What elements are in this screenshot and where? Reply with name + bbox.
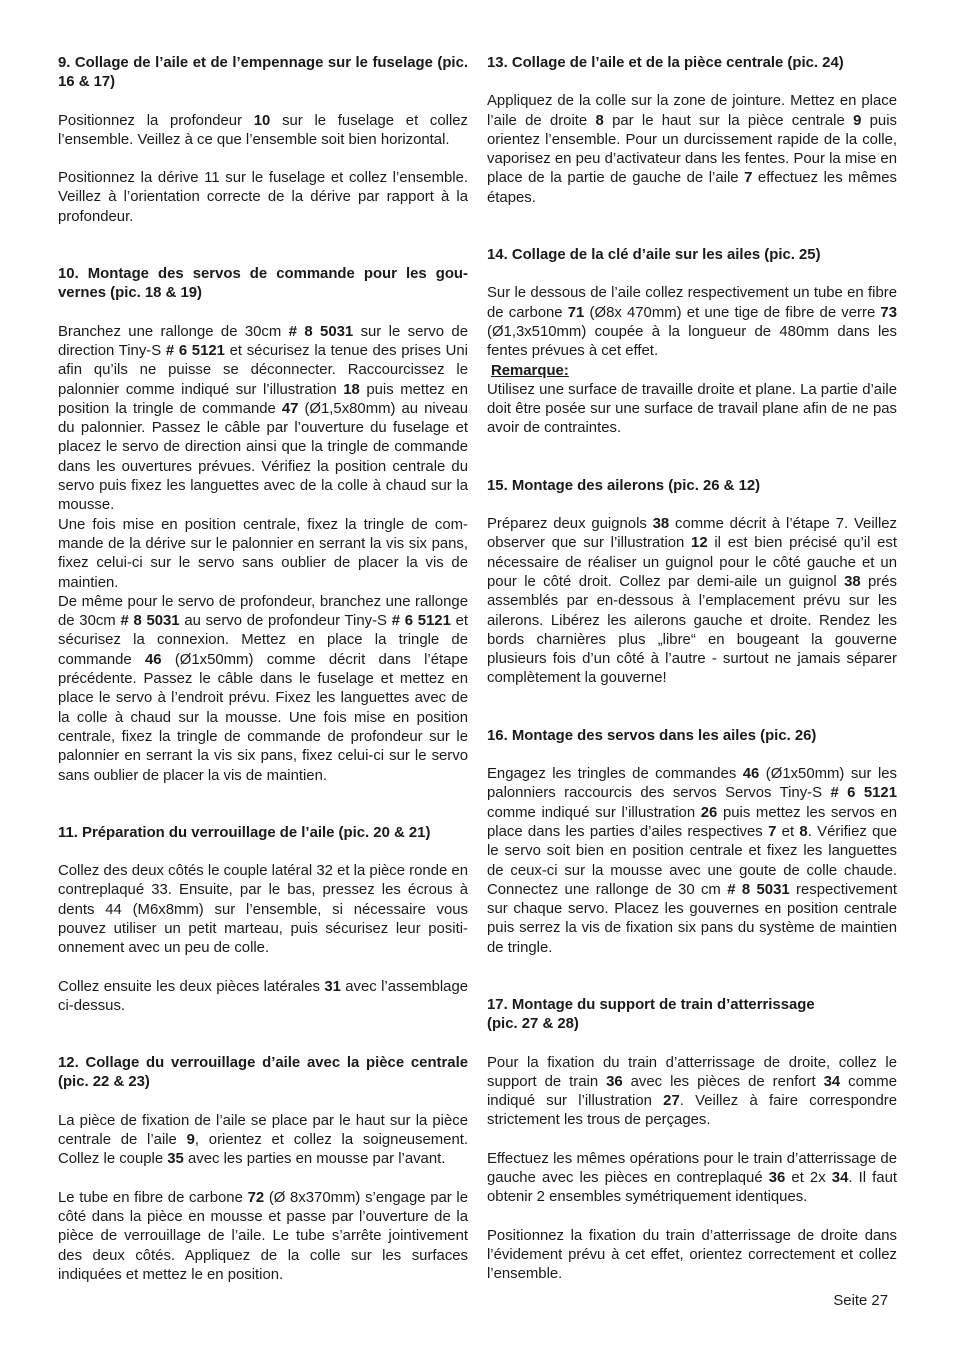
section-16 [487, 727, 897, 958]
section-10-paragraph-1: Branchez une rallonge de 30cm # 8 5031 sur le servo de direction Tiny-S # 6 5121 et sécurisez la tenue des prises Uni afin qu’ils ne puisse se déconnecter. Raccourcissez le palonnier comme indiqué sur l’illustration 18 puis mettez en position la tringle de commande 47 (Ø1,5x80mm) au niveau du palonnier. Passez le câble par l’ouverture du fuselage et placez le servo de direction ainsi que la tringle de commande dans les ouvertures prévues. Vérifiez la position centrale du servo puis fixez les languettes avec de la colle à chaud sur la mousse. [58, 323, 468, 514]
section-17-paragraph-3: Positionnez la fixation du train d’atterrissage de droite dans l’évidement prévu à cet effet, orientez correctement et collez l’ensemble. [487, 1227, 897, 1283]
section-15-paragraph-1: Préparez deux guignols 38 comme décrit à l’étape 7. Veillez observer que sur l’illustration 12 il est bien précisé qu’il est nécessaire de réaliser un guignol pour le côté gauche et un pour le côté droit. Collez par demi-aile un guignol 38 prés assemblés par en-dessous à l’emplacement prévu sur les ailerons. Libérez les ailerons gauche et droite. Rendez les bords charnières plus „libre“ en bougeant la gouverne plusieurs fois d’un côté à l’autre - surtout ne jamais séparer complètement la gouverne! [487, 516, 897, 687]
section-12-paragraph-2: Le tube en fibre de carbone 72 (Ø 8x370mm) s’engage par le côté dans la pièce en mousse et passe par l’ouverture de la pièce de verrouillage de l’aile. Le tube s’arrête jointivement des deux côtés. Appliquez de la colle sur les surfaces indiquées et mettez le en position. [58, 1189, 468, 1283]
section-11-paragraph-2: Collez ensuite les deux pièces latérales 31 avec l’assemblage ci-dessus. [58, 978, 469, 1014]
section-14-remark: Utilisez une surface de travaille droite et plane. La partie d’aile doit être posée sur une surface de travail plane afin de ne pas avoir de contraintes. [487, 381, 897, 437]
section-16-title: 16. Montage des servos dans les ailes (pic. 26) [487, 727, 817, 744]
section-9-paragraph-2: Positionnez la dérive 11 sur le fuselage et collez l’ensemble. Veillez à l’orientation correcte de la dérive par rapport à la profondeur. [58, 170, 468, 225]
section-17-title: 17. Montage du support de train d’atterrissage (pic. 27 & 28) [487, 996, 815, 1033]
section-12-paragraph-1: La pièce de fixation de l’aile se place par le haut sur la pièce centrale de l’aile 9, orientez et collez la soigneusement. Collez le couple 35 avec les parties en mousse par l’avant. [58, 1112, 468, 1168]
section-11-paragraph-1: Collez des deux côtés le couple latéral 32 et la pièce ronde en contreplaqué 33. Ensuite, par le bas, pressez les écrous à dents 44 (M6x8mm) sur l’ensemble, si nécessaire vous pouvez utiliser un petit marteau, puis sécurisez leur positionnement avec un peu de colle. [58, 863, 468, 957]
remark-label: Remarque: [491, 362, 569, 379]
section-16-paragraph-1: Engagez les tringles de commandes 46 (Ø1x50mm) sur les palonniers raccourcis des servos Servos Tiny-S # 6 5121 comme indiqué sur l’illustration 26 puis mettez les servos en place dans les parties d’ailes respectives 7 et 8. Vérifiez que le servo soit bien en position centrale et fixez les languettes de ceux-ci sur la mousse avec une goute de colle chaude. Connectez une rallonge de 30 cm # 8 5031 respectivement sur chaque servo. Placez les gouvernes en position centrale puis serrez la vis de fixation six pans du système de maintien de tringle. [487, 766, 897, 956]
left-column [58, 54, 468, 1304]
section-13 [487, 54, 897, 208]
page-number: Seite 27 [833, 1293, 888, 1309]
section-10 [58, 265, 468, 786]
section-10-paragraph-3: De même pour le servo de profondeur, branchez une rallonge de 30cm # 8 5031 au servo de profondeur Tiny-S # 6 5121 et sécurisez la connexion. Mettez en place la tringle de commande 46 (Ø1x50mm) comme décrit dans l’étape précédente. Passez le câble dans le fuselage et mettez en place le servo à l’endroit prévu. Fixez les languettes avec de la colle à chaud sur la mousse. Une fois mise en position centrale, fixez la tringle de commande de profondeur sur le palonnier en serrant la vis six pans, fixez celui-ci sur le servo sans oublier de placer la vis de maintien. [58, 593, 469, 784]
section-15-title: 15. Montage des ailerons (pic. 26 & 12) [487, 477, 761, 494]
section-14-title: 14. Collage de la clé d’aile sur les ailes (pic. 25) [487, 247, 821, 264]
section-9-title: 9. Collage de l’aile et de l’empennage sur le fuselage (pic. 16 & 17) [58, 55, 468, 91]
right-column [487, 54, 897, 1285]
section-13-paragraph-1: Appliquez de la colle sur la zone de jointure. Mettez en place l’aile de droite 8 par le haut sur la pièce centrale 9 puis orientez l’ensemble. Pour un durcissement rapide de la colle, vaporisez en peu d’activateur dans les fentes. Pour la mise en place de la partie de gauche de l’aile 7 effectuez les mêmes étapes. [487, 93, 897, 206]
section-12 [58, 1054, 468, 1285]
section-11-title: 11. Préparation du verrouillage de l’aile (pic. 20 & 21) [58, 824, 431, 841]
section-9-paragraph-1: Positionnez la profondeur 10 sur le fuselage et collez l’ensemble. Veillez à ce que l’ensemble soit bien horizontal. [58, 112, 469, 148]
section-14-paragraph-1: Sur le dessous de l’aile collez respectivement un tube en fibre de carbone 71 (Ø8x 470mm) et une tige de fibre de verre 73 (Ø1,3x510mm) coupée à la longueur de 480mm dans les fentes prévues à cet effet. [487, 285, 897, 360]
section-10-paragraph-2: Une fois mise en position centrale, fixez la tringle de commande de la dérive sur le palonnier en serrant la vis six pans, fixez celui-ci sur le servo sans oublier de placer la vis de maintien. [58, 516, 468, 591]
section-17 [487, 996, 897, 1285]
section-17-paragraph-2: Effectuez les mêmes opérations pour le train d’atterrissage de gauche avec les pièces en contreplaqué 36 et 2x 34. Il faut obtenir 2 ensembles symétriquement identiques. [487, 1150, 897, 1206]
section-13-title: 13. Collage de l’aile et de la pièce centrale (pic. 24) [487, 55, 844, 71]
section-9 [58, 54, 468, 227]
section-15 [487, 477, 897, 689]
section-14 [487, 246, 897, 439]
section-17-paragraph-1: Pour la fixation du train d’atterrissage de droite, collez le support de train 36 avec les pièces de renfort 34 comme indiqué sur l’illustration 27. Veillez à faire correspondre strictement les trous de perçages. [487, 1054, 897, 1129]
section-11 [58, 824, 468, 1016]
section-12-title: 12. Collage du verrouillage d’aile avec la pièce centrale (pic. 22 & 23) [58, 1055, 468, 1091]
section-10-title: 10. Montage des servos de commande pour les gouvernes (pic. 18 & 19) [58, 266, 468, 302]
